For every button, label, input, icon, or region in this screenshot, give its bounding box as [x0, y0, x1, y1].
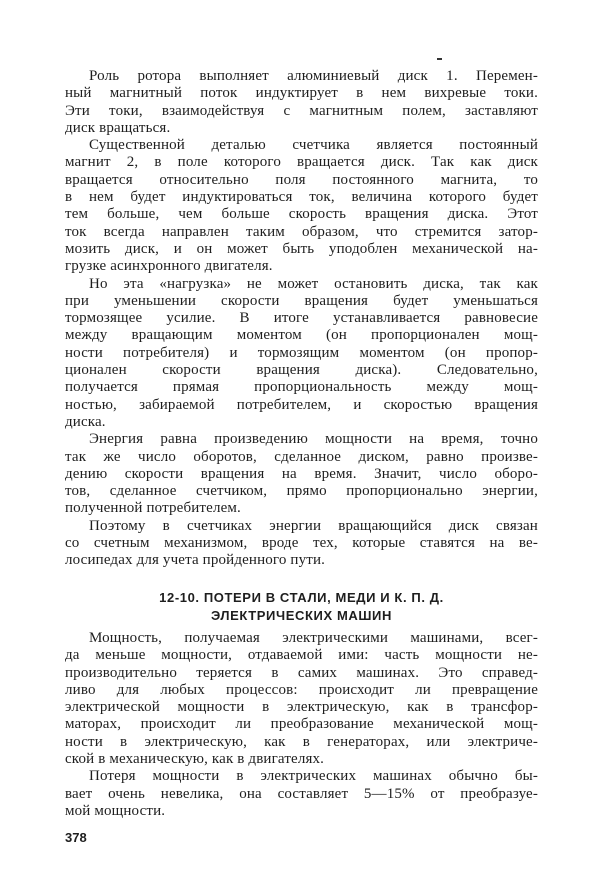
text-line: Мощность, получаемая электрическими машинами, всег-	[89, 630, 538, 646]
text-line: между вращающим моментом (он пропорционален мощ-	[65, 327, 538, 344]
text-line: магнит 2, в поле которого вращается диск. Так как диск	[65, 154, 538, 171]
text-line: ный магнитный поток индуктирует в нем вихревые токи.	[65, 85, 538, 102]
text-line: да меньше мощности, отдаваемой ими: часть мощности не-	[65, 647, 538, 664]
text-line: диск вращаться.	[65, 119, 171, 136]
text-line: маторах, происходит ли преобразование механической мощ-	[65, 716, 538, 733]
text-line: Эти токи, взаимодействуя с магнитным полем, заставляют	[65, 102, 538, 119]
text-line: дению скорости вращения на время. Значит, число оборо-	[65, 465, 538, 482]
text-line: вает очень невелика, она составляет 5—15% от преобразуе-	[65, 785, 538, 802]
text-line: Существенной деталью счетчика является постоянный	[89, 137, 538, 154]
text-line: диска.	[65, 413, 106, 430]
text-line: мозить диск, и он может быть уподоблен механической на-	[65, 240, 538, 257]
text-line: производительно теряется в самих машинах. Это справед-	[65, 664, 538, 681]
print-mark	[437, 58, 442, 60]
text-line: ционален скорости вращения диска). Следовательно,	[65, 362, 538, 379]
text-line: Роль ротора выполняет алюминиевый диск 1. Перемен-	[89, 68, 538, 84]
text-line: так же число оборотов, сделанное диском, равно произве-	[65, 448, 538, 465]
body-text-bottom	[65, 630, 538, 820]
page-number: 378	[65, 830, 87, 845]
text-line: ности в электрическую, как в генераторах, или электриче-	[65, 733, 538, 750]
text-line: в нем будет индуктироваться ток, величина которого будет	[65, 189, 538, 206]
text-line: получается прямая пропорциональность между мощ-	[65, 379, 538, 396]
text-line: грузке асинхронного двигателя.	[65, 258, 273, 275]
text-line: тем больше, чем больше скорость вращения диска. Этот	[65, 206, 538, 223]
text-line: ности потребителя) и тормозящим моментом (он пропор-	[65, 344, 538, 361]
text-line: Потеря мощности в электрических машинах обычно бы-	[89, 768, 538, 785]
text-line: ской в механическую, как в двигателях.	[65, 751, 325, 768]
text-line: тормозящее усилие. В итоге устанавливается равновесие	[65, 310, 538, 327]
text-line: мой мощности.	[65, 802, 166, 819]
text-line: тов, сделанное счетчиком, прямо пропорционально энергии,	[65, 483, 538, 500]
body-text-top	[65, 68, 538, 570]
text-line: ливо для любых процессов: происходит ли превращение	[65, 681, 538, 698]
heading-line-1: 12-10. ПОТЕРИ В СТАЛИ, МЕДИ И К. П. Д.	[159, 590, 444, 605]
text-line: лосипедах для учета пройденного пути.	[65, 552, 326, 569]
text-line: электрической мощности в электрическую, как в трансфор-	[65, 699, 538, 716]
text-line: Энергия равна произведению мощности на время, точно	[89, 431, 538, 448]
text-line: Поэтому в счетчиках энергии вращающийся диск связан	[89, 517, 538, 534]
text-line: ток всегда направлен таким образом, что стремится затор-	[65, 223, 538, 240]
text-line: вращается относительно поля постоянного магнита, то	[65, 171, 538, 188]
section-heading	[65, 589, 538, 625]
text-line: полученной потребителем.	[65, 500, 241, 517]
heading-line-2: ЭЛЕКТРИЧЕСКИХ МАШИН	[211, 608, 392, 623]
text-line: при уменьшении скорости вращения будет уменьшаться	[65, 292, 538, 309]
text-line: ностью, забираемой потребителем, и скоростью вращения	[65, 396, 538, 413]
text-line: Но эта «нагрузка» не может остановить диска, так как	[89, 275, 538, 292]
text-line: со счетным механизмом, вроде тех, которые ставятся на ве-	[65, 535, 538, 552]
